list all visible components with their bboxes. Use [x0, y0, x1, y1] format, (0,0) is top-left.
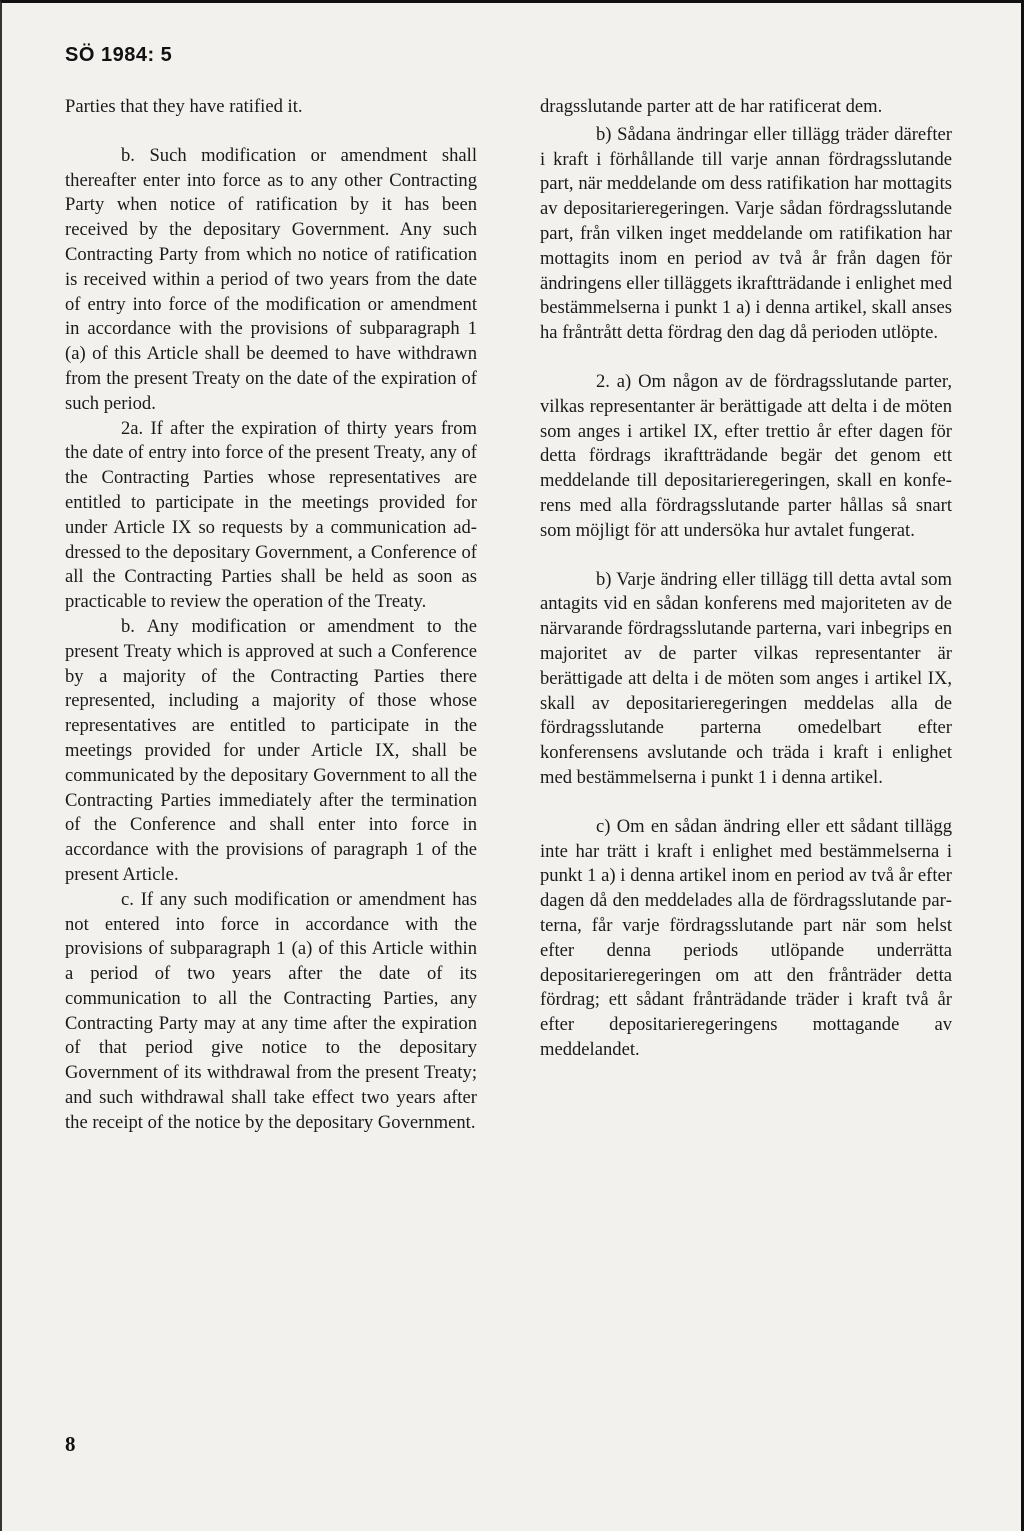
english-paragraph-1b: b. Such modification or amendment shall thereafter enter into force as to any other Contracting Party when notice of ratification by it has been received by the depositary Government. Any such Contracting Party from which no notice of ratification is received within a period of two years from the date of entry into force of the modification or amendment in accordance with the provisions of subparagraph 1 (a) of this Article shall be deemed to have withdrawn from the present Treaty on the date of the expiration of such period.	[65, 144, 477, 414]
english-paragraph-2a: 2a. If after the expiration of thirty years from the date of entry into force of the present Treaty, any of the Contracting Parties whose representatives are entitled to participate in the meetings provided for under Article IX so requests by a communication addressed to the depositary Government, a Conference of all the Contracting Parties shall be held as soon as practicable to review the operation of the Treaty.	[65, 417, 477, 613]
english-column	[65, 95, 477, 1136]
swedish-paragraph-2a: 2. a) Om någon av de fördragsslutande parter, vilkas representanter är berättigade att delta i de möten som anges i artikel IX, efter trettio år efter dagen för detta fördrags ikraftträdande begär det genom ett meddelande till depositarieregeringen, skall en konferens med alla fördragsslutande parter hållas så snart som möjligt för att undersöka hur avtalet fungerat.	[540, 370, 952, 541]
swedish-paragraph-1b: b) Sådana ändringar eller tillägg träder därefter i kraft i förhållande till varje annan fördragsslutande part, när meddelande om dess ratifikation har mottagits av depositarieregeringen. Varje sådan fördragsslutande part, från vilken inget meddelande om ratifikation har mottagits inom en period av två år från dagen för ändringens eller tilläggets ikraftträdande i enlighet med bestämmelserna i punkt 1 a) i denna artikel, skall anses ha fråntrått detta fördrag den dag då perioden utlöpte.	[540, 123, 953, 344]
page-number: 8	[65, 1432, 76, 1456]
swedish-paragraph-2b: b) Varje ändring eller tillägg till detta avtal som antagits vid en sådan konferens med majoriteten av de närvarande fördragsslutande parterna, vari inbegrips en majoritet av de parter vilkas representanter är berättigade att delta i de möten som anges i artikel IX, skall av depositarieregeringen meddelas alla de fördragsslutande parterna omedelbart efter konferensens avslutande och träda i kraft i enlighet med bestämmelserna i punkt 1 i denna artikel.	[540, 568, 952, 788]
document-header: SÖ 1984: 5	[65, 44, 173, 66]
english-paragraph-continuation: Parties that they have ratified it.	[65, 96, 303, 117]
swedish-column	[540, 95, 952, 1063]
english-paragraph-2b: b. Any modification or amendment to the present Treaty which is approved at such a Conference by a majority of the Contracting Parties there represented, including a majority of those whose representatives are entitled to participate in the meetings provided for under Article IX, shall be communicated by the depositary Government to all the Contracting Parties immediately after the termination of the Conference and shall enter into force in accordance with the provisions of paragraph 1 of the present Article.	[65, 615, 477, 885]
english-paragraph-2c: c. If any such modification or amendment has not entered into force in accordance with the provisions of subparagraph 1 (a) of this Article within a period of two years after the date of its communication to all the Contracting Parties, any Contracting Party may at any time after the expiration of that period give notice to the depositary Government of its withdrawal from the present Treaty; and such withdrawal shall take effect two years after the receipt of the notice by the depositary Government.	[65, 888, 477, 1133]
swedish-paragraph-2c: c) Om en sådan ändring eller ett sådant tillägg inte har trätt i kraft i enlighet med bestämmelserna i punkt 1 a) i denna artikel inom en period av två år efter dagen då den meddelades alla de fördragsslutande parterna, får varje fördragsslutande part när som helst efter denna periods utlöpande underrätta depositarieregeringen om att den frånträder detta fördrag; ett sådant frånträdande träder i kraft två år efter depositarieregeringens mottagande av meddelandet.	[540, 815, 952, 1060]
swedish-paragraph-continuation: dragsslutande parter att de har ratificerat dem.	[540, 96, 883, 117]
